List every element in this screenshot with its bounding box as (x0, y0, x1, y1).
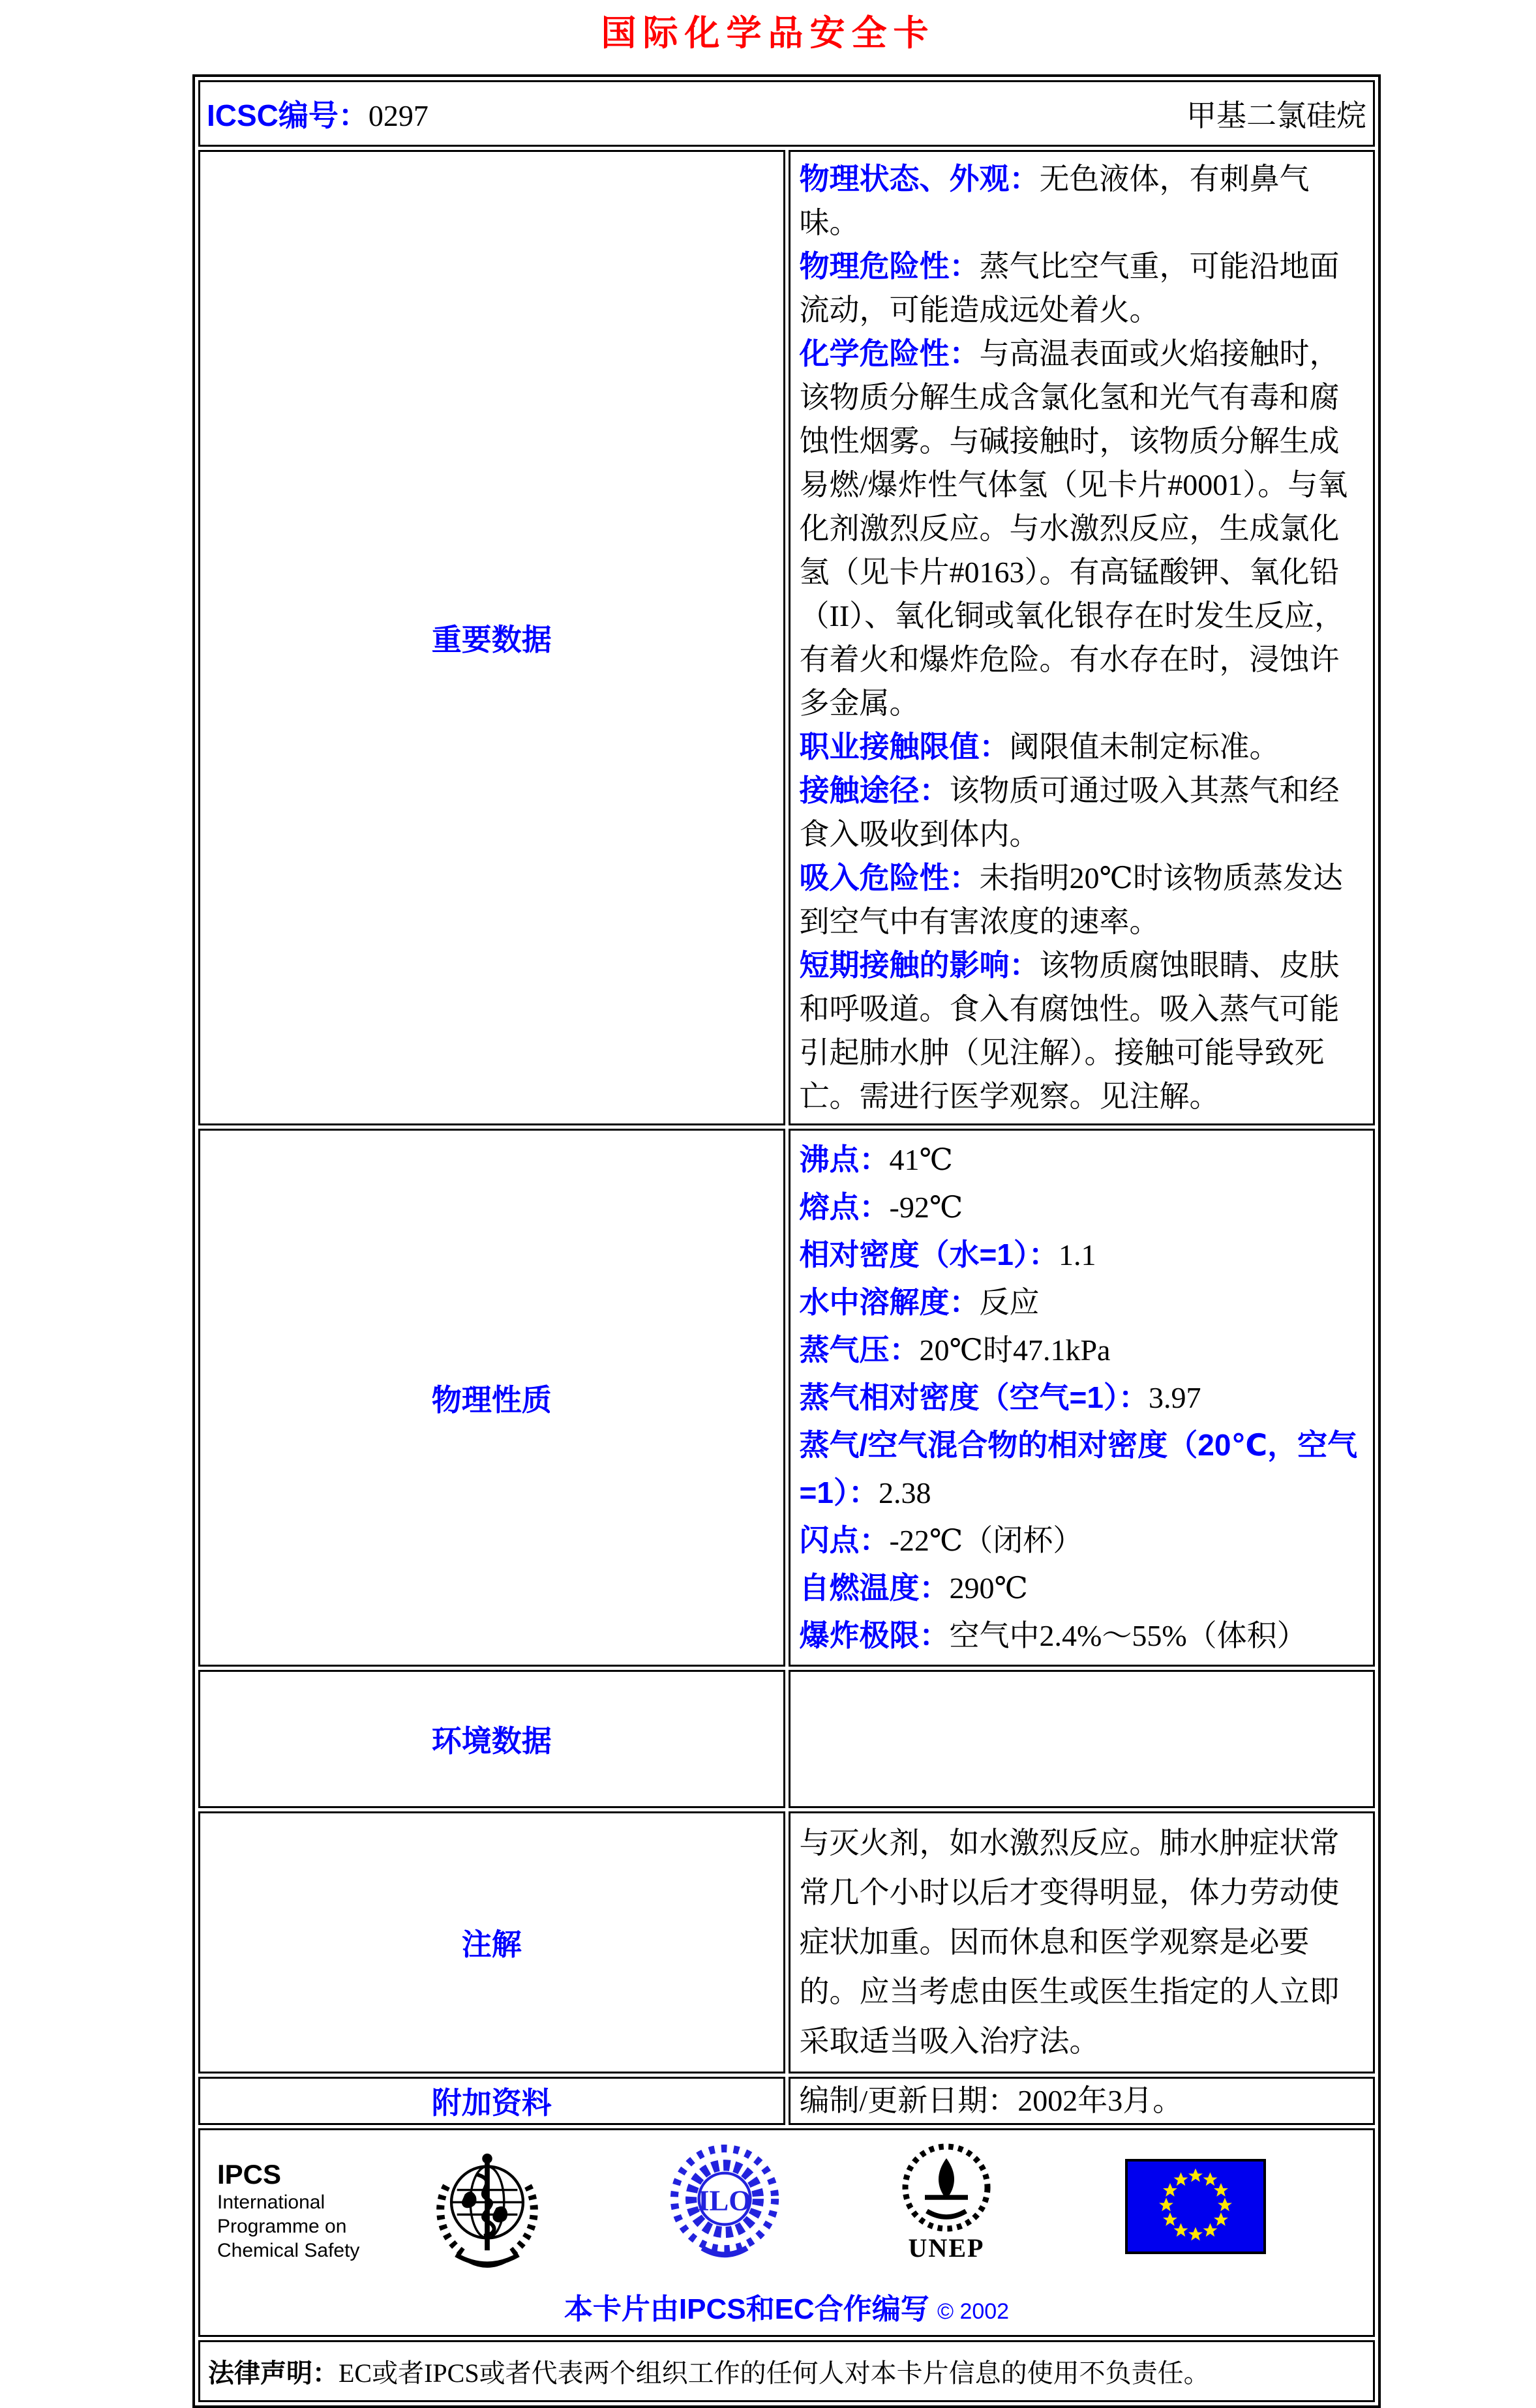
section-label-notes: 注解 (198, 1811, 785, 2074)
section-environmental-data (198, 1670, 1375, 1808)
physical-properties-content (789, 1129, 1376, 1667)
cooperation-caption-text: 本卡片由IPCS和EC合作编写 (564, 2293, 929, 2325)
environmental-data-content (789, 1670, 1376, 1808)
legal-row (198, 2340, 1375, 2402)
field-relative-density: 相对密度（水=1）：1.1 (799, 1238, 1096, 1271)
who-logo-icon (431, 2141, 543, 2275)
cooperation-caption (207, 2285, 1366, 2327)
field-vapor-pressure: 蒸气压：20℃时47.1kPa (799, 1333, 1111, 1367)
important-data-content (789, 150, 1376, 1125)
ipcs-line2: Programme on (217, 2216, 347, 2237)
copyright-year: © 2002 (937, 2299, 1010, 2324)
notes-text: 与灭火剂，如水激烈反应。肺水肿症状常常几个小时以后才变得明显，体力劳动使症状加重。因而休息和医学观察是必要的。应当考虑由医生或医生指定的人立即采取适当吸入治疗法。 (799, 1826, 1340, 2058)
field-explosive-limits: 爆炸极限：空气中2.4%～55%（体积） (799, 1618, 1307, 1652)
field-autoignition-temperature: 自燃温度：290℃ (799, 1571, 1028, 1605)
field-boiling-point: 沸点：41℃ (799, 1142, 953, 1176)
ipcs-line1: International (217, 2192, 325, 2213)
field-physical-dangers: 物理危险性：蒸气比空气重，可能沿地面流动，可能造成远处着火。 (799, 249, 1340, 327)
section-physical-properties (198, 1129, 1375, 1667)
ilo-logo-icon (669, 2141, 781, 2266)
eu-flag-icon (1125, 2159, 1266, 2254)
icsc-number-label: ICSC编号： (207, 98, 369, 132)
field-physical-state: 物理状态、外观：无色液体，有刺鼻气味。 (799, 162, 1310, 239)
icsc-card-table (192, 74, 1381, 2408)
ipcs-acronym: IPCS (217, 2159, 282, 2190)
field-flash-point: 闪点：-22℃（闭杯） (799, 1523, 1083, 1557)
field-chemical-dangers: 化学危险性：与高温表面或火焰接触时，该物质分解生成含氯化氢和光气有毒和腐蚀性烟雾。与碱接触时，该物质分解生成易燃/爆炸性气体氢（见卡片#0001）。与氧化剂激烈反应。与水激烈反应，生成氯化氢（见卡片#0163）。有高锰酸钾、氧化铅（II）、氧化铜或氧化银存在时发生反应，有着火和爆炸危险。有水存在时，浸蚀许多金属。 (799, 336, 1348, 720)
logos-cell (198, 2128, 1375, 2337)
field-water-solubility: 水中溶解度：反应 (799, 1285, 1040, 1319)
header-row (198, 80, 1375, 147)
ipcs-line3: Chemical Safety (217, 2240, 360, 2261)
icsc-number-value: 0297 (368, 99, 429, 132)
section-important-data (198, 150, 1375, 1125)
section-label-physical-properties: 物理性质 (198, 1129, 785, 1667)
additional-info-content: 编制/更新日期：2002年3月。 (789, 2077, 1376, 2125)
icsc-number-field (207, 92, 429, 135)
section-notes (198, 1811, 1375, 2074)
legal-text: EC或者IPCS或者代表两个组织工作的任何人对本卡片信息的使用不负责任。 (339, 2358, 1210, 2388)
field-exposure-routes: 接触途径：该物质可通过吸入其蒸气和经食入吸收到体内。 (799, 773, 1340, 851)
notes-content (789, 1811, 1376, 2074)
header-cell (198, 80, 1375, 147)
ipcs-text-block (207, 2141, 426, 2263)
unep-logo-block (890, 2141, 1002, 2263)
chemical-name: 甲基二氯硅烷 (1186, 99, 1366, 132)
field-vapor-relative-density: 蒸气相对密度（空气=1）：3.97 (799, 1380, 1201, 1414)
section-label-environmental-data: 环境数据 (198, 1670, 785, 1808)
logos-row (198, 2128, 1375, 2337)
unep-wordmark: UNEP (908, 2233, 985, 2263)
field-vapor-air-mixture-density: 蒸气/空气混合物的相对密度（20℃，空气=1）：2.38 (799, 1428, 1358, 1509)
field-short-term-effects: 短期接触的影响：该物质腐蚀眼睛、皮肤和呼吸道。食入有腐蚀性。吸入蒸气可能引起肺水肿（见注解）。接触可能导致死亡。需进行医学观察。见注解。 (799, 948, 1340, 1113)
section-additional-info (198, 2077, 1375, 2125)
page-title: 国际化学品安全卡 (601, 14, 935, 53)
field-inhalation-risk: 吸入危险性：未指明20℃时该物质蒸发达到空气中有害浓度的速率。 (799, 861, 1343, 938)
field-exposure-limits: 职业接触限值：阈限值未制定标准。 (799, 730, 1280, 764)
unep-logo-icon (897, 2141, 995, 2238)
section-label-additional-info: 附加资料 (198, 2077, 785, 2125)
ilo-letters: ILO (698, 2184, 751, 2217)
legal-cell (198, 2340, 1375, 2402)
section-label-important-data: 重要数据 (198, 150, 785, 1125)
field-melting-point: 熔点：-92℃ (799, 1190, 963, 1224)
legal-label: 法律声明： (208, 2359, 339, 2388)
